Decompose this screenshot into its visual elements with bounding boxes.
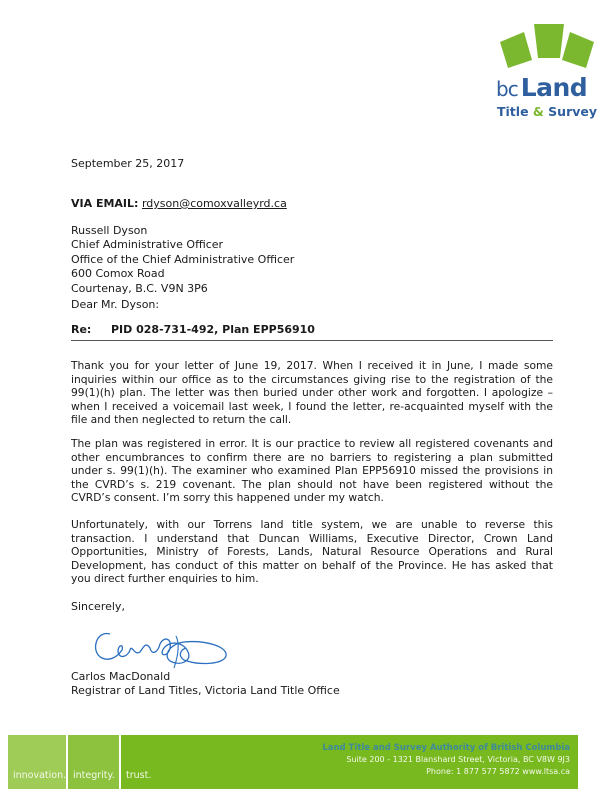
ltsa-logo: [496, 20, 608, 124]
recipient-name: Russell Dyson: [71, 224, 148, 237]
recipient-address: [71, 224, 294, 296]
logo-wordmark: [496, 73, 587, 102]
closing: Sincerely,: [71, 600, 125, 613]
body-paragraph: Unfortunately, with our Torrens land title system, we are unable to reverse this transaction. I understand that Duncan Williams, Executive Director, Crown Land Opportunities, Ministry of Forests, Lands, Natural Resource Operations and Rural Development, has conduct of this matter on behalf of the Province. He has asked that you direct further enquiries to him.: [71, 518, 553, 585]
via-email-label: VIA EMAIL:: [71, 197, 139, 210]
recipient-city: Courtenay, B.C. V9N 3P6: [71, 281, 208, 295]
body-paragraph: Thank you for your letter of June 19, 2017. When I received it in June, I made some inquiries within our office as to the circumstances giving rise to the registration of the 99(1)(h) plan. The letter was then buried under other work and forgotten. I apologize – when I received a voicemail last week, I found the letter, re-acquainted myself with the file and then neglected to return the call.: [71, 359, 553, 426]
logo-arch-icon: [496, 20, 608, 70]
subject-divider: [71, 340, 553, 341]
signer-block: [71, 670, 340, 698]
recipient-title: Chief Administrative Officer: [71, 238, 224, 252]
via-email: [71, 197, 287, 210]
logo-land: Land: [520, 73, 588, 102]
recipient-office: Office of the Chief Administrative Officer: [71, 252, 295, 266]
logo-bc: bc: [496, 77, 518, 101]
recipient-street: 600 Comox Road: [71, 267, 165, 281]
logo-subtitle: [497, 104, 597, 119]
footer-value: trust.: [126, 770, 152, 781]
signature-icon: [88, 622, 238, 672]
footer-phone-web: Phone: 1 877 577 5872 www.ltsa.ca: [426, 767, 570, 776]
footer-org-name: Land Title and Survey Authority of British Columbia: [322, 743, 570, 753]
footer-address: Suite 200 - 1321 Blanshard Street, Victoria, BC V8W 9J3: [346, 755, 570, 764]
letter-date: September 25, 2017: [71, 157, 185, 170]
footer-segment-integrity: [68, 735, 119, 789]
subject-line: [71, 323, 315, 336]
body-paragraph: The plan was registered in error. It is our practice to review all registered covenants and other encumbrances to confirm there are no barriers to registering a plan submitted under s. 99(1)(h). The examiner who examined Plan EPP56910 missed the provisions in the CVRD’s s. 219 covenant. The plan should not have been registered without the CVRD’s consent. I’m sorry this happened under my watch.: [71, 437, 553, 504]
salutation: Dear Mr. Dyson:: [71, 298, 160, 311]
logo-title: Title: [497, 104, 533, 119]
recipient-email-link[interactable]: rdyson@comoxvalleyrd.ca: [141, 197, 287, 210]
logo-survey: Survey: [543, 104, 598, 119]
footer-value: integrity.: [73, 770, 115, 781]
logo-ampersand: &: [532, 104, 544, 119]
subject-label: Re:: [71, 323, 92, 336]
signer-title: Registrar of Land Titles, Victoria Land Title Office: [71, 684, 340, 697]
footer-segment-trust: [121, 735, 578, 789]
subject-text: PID 028-731-492, Plan EPP56910: [111, 323, 315, 336]
footer-value: innovation.: [13, 770, 67, 781]
footer-segment-innovation: [8, 735, 66, 789]
signer-name: Carlos MacDonald: [71, 670, 171, 683]
footer-contact: [322, 742, 570, 778]
footer-banner: [8, 735, 578, 789]
